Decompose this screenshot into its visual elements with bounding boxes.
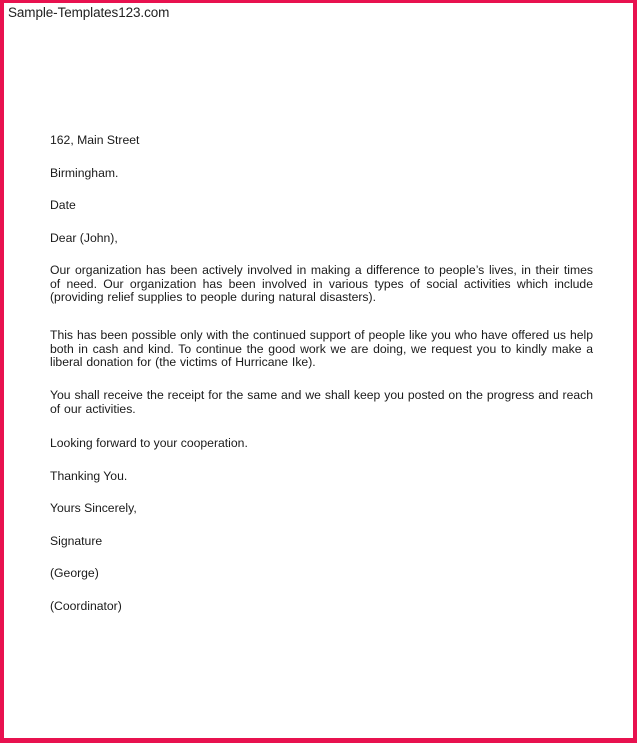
- sender-title: (Coordinator): [50, 599, 122, 613]
- address-street: 162, Main Street: [50, 133, 140, 147]
- closing-line: Yours Sincerely,: [50, 501, 137, 515]
- thanking-line: Thanking You.: [50, 469, 128, 483]
- salutation: Dear (John),: [50, 231, 118, 245]
- paragraph-intro: Our organization has been actively involved in making a difference to people’s lives, in their times of need. Our organization has been involved in various types of social activities which include (providing relief supplies to people during natural disasters).: [50, 263, 593, 304]
- paragraph-receipt: You shall receive the receipt for the same and we shall keep you posted on the progress and reach of our activities.: [50, 388, 593, 416]
- site-watermark: Sample-Templates123.com: [8, 5, 170, 20]
- sender-name: (George): [50, 566, 99, 580]
- signature-line: Signature: [50, 534, 103, 548]
- address-city: Birmingham.: [50, 166, 119, 180]
- date-line: Date: [50, 198, 76, 212]
- looking-forward-line: Looking forward to your cooperation.: [50, 436, 248, 450]
- paragraph-request: This has been possible only with the continued support of people like you who have offered us help both in cash and kind. To continue the good work we are doing, we request you to kindly make a liberal donation for (the victims of Hurricane Ike).: [50, 328, 593, 369]
